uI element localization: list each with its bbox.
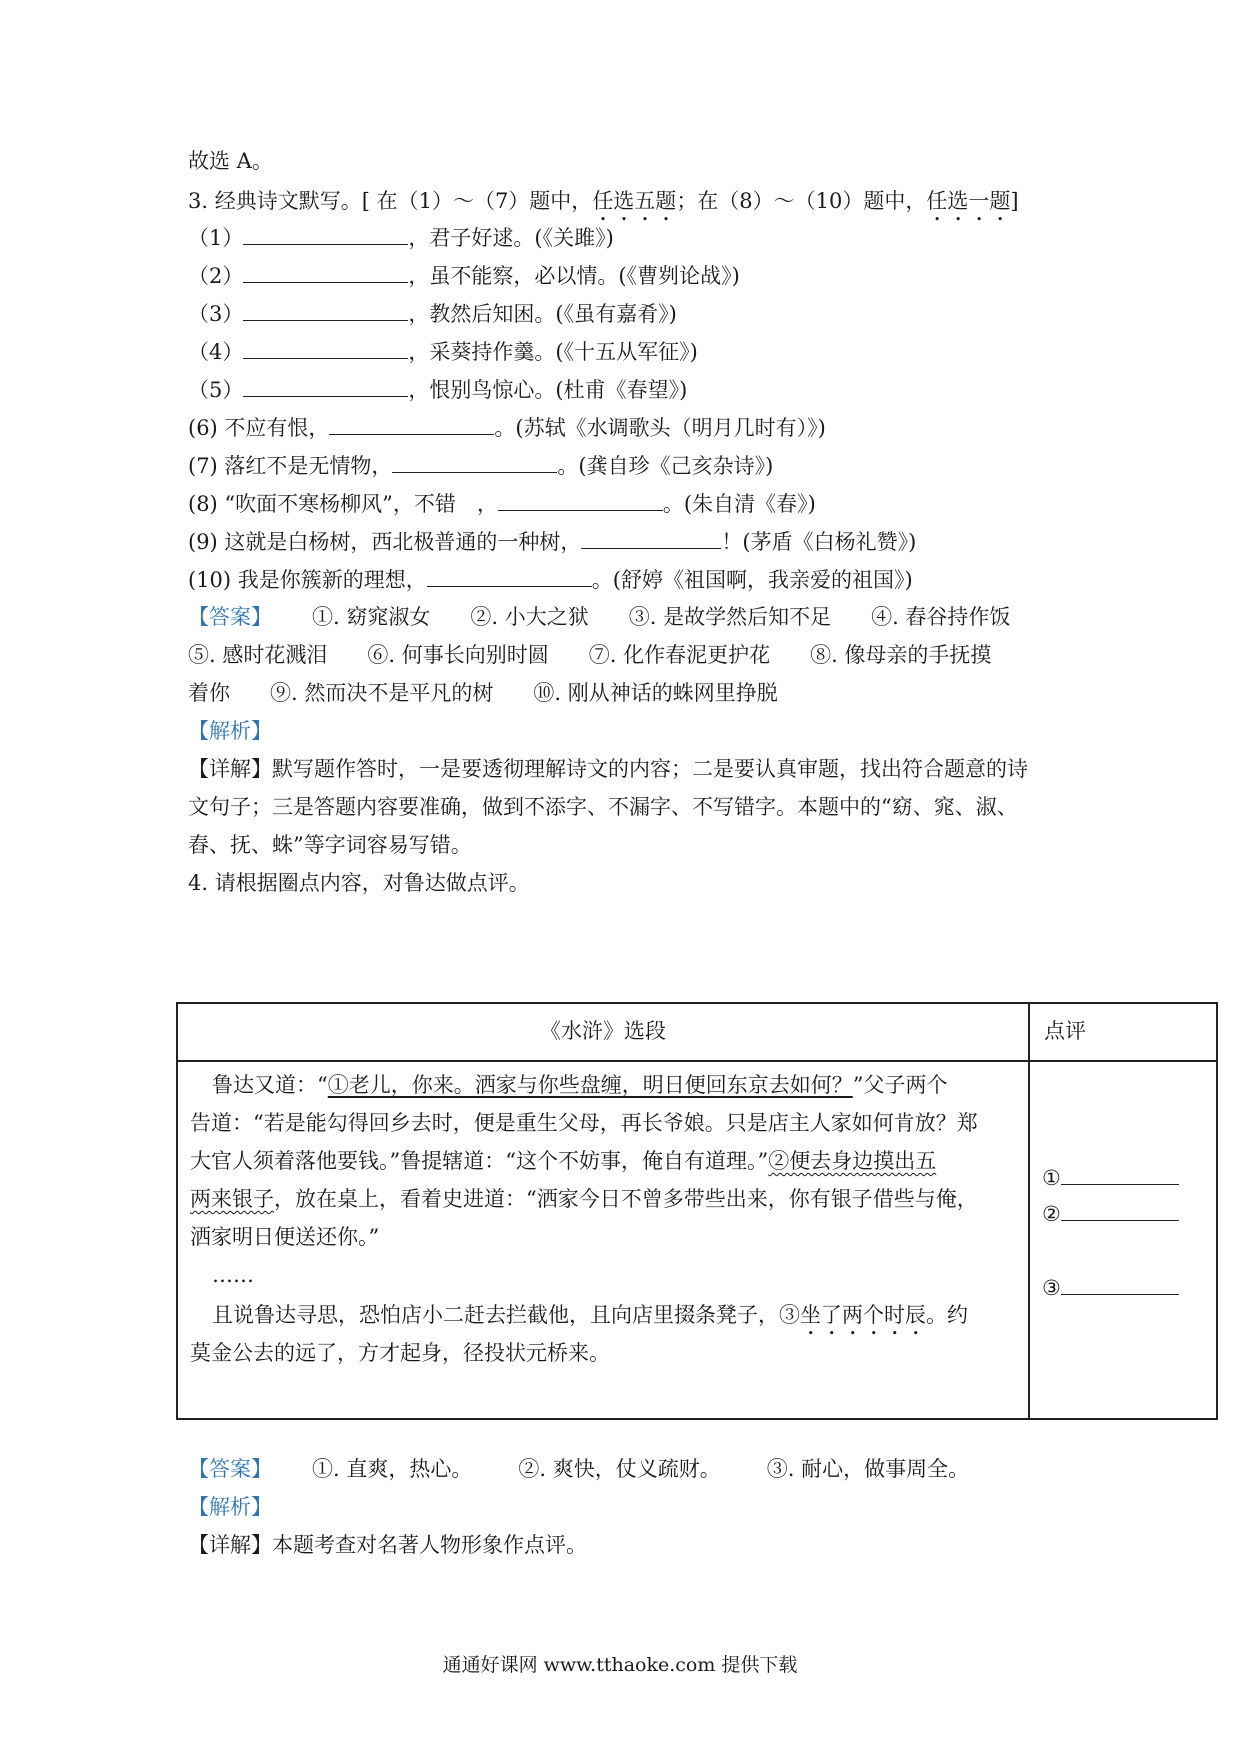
q3-stem-emph-1: 任选五题 [592, 189, 677, 213]
passage-line: 莫金公去的远了，方才起身，径投状元桥来。 [190, 1341, 610, 1365]
item-prefix: （2） [188, 264, 244, 288]
q3-item-3 [188, 298, 677, 329]
fill-blank-2[interactable] [243, 260, 408, 283]
comment-blank-3[interactable] [1061, 1276, 1179, 1295]
intro-line: 故选 A。 [188, 149, 273, 173]
q3-item-7 [188, 450, 773, 481]
passage-text: 大官人须着落他要钱。”鲁提辖道：“这个不妨事，俺自有道理。” [190, 1149, 769, 1173]
item-suffix: ，教然后知困。(《虽有嘉肴》) [408, 302, 677, 326]
comment-row-3 [1042, 1276, 1179, 1300]
answer-item: ③. 耐心，做事周全。 [766, 1457, 970, 1481]
q3-answer-line-2 [188, 640, 991, 670]
item-suffix: ，恨别鸟惊心。(杜甫《春望》) [408, 378, 688, 402]
item-suffix: 。(龚自珍《己亥杂诗》) [557, 454, 774, 478]
item-prefix: (7) 落红不是无情物， [188, 454, 393, 478]
q3-stem [188, 186, 1019, 226]
q4-answer-line [188, 1454, 969, 1484]
comment-mark: ③ [1042, 1276, 1061, 1300]
item-suffix: ，君子好逑。(《关雎》) [408, 226, 614, 250]
q3-stem-a: 3. 经典诗文默写。[ 在（1）～（7）题中， [188, 189, 593, 213]
item-prefix: （4） [188, 340, 244, 364]
fill-blank-9[interactable] [581, 526, 721, 549]
passage-text: 鲁达又道：“ [212, 1073, 328, 1097]
passage-line [190, 1184, 978, 1214]
q3-stem-emph-2: 任选一题 [926, 189, 1011, 213]
answer-item: ⑨. 然而决不是平凡的树 [270, 681, 494, 705]
answer-item: ①. 直爽，热心。 [312, 1457, 473, 1481]
item-prefix: (9) 这就是白杨树，西北极普通的一种树， [188, 530, 582, 554]
q4-analysis-tag: 【解析】 [188, 1495, 272, 1519]
fill-blank-5[interactable] [243, 374, 408, 397]
comment-blank-1[interactable] [1061, 1166, 1179, 1185]
item-prefix: (6) 不应有恨， [188, 416, 330, 440]
q3-stem-b: ；在（8）～（10）题中， [676, 189, 927, 213]
comment-row-1 [1042, 1166, 1179, 1190]
fill-blank-3[interactable] [243, 298, 408, 321]
answer-continuation: 着你 [188, 681, 230, 705]
q3-answer-line-1 [188, 602, 1010, 632]
q3-item-6 [188, 412, 826, 443]
item-suffix: 。(舒婷《祖国啊，我亲爱的祖国》) [591, 568, 913, 592]
wavy-marked-2b: 两来银子 [190, 1187, 274, 1211]
fill-blank-6[interactable] [329, 412, 494, 435]
answer-tag: 【答案】 [188, 1457, 272, 1481]
passage-text: ，放在桌上，看着史进道：“洒家今日不曾多带些出来，你有银子借些与俺， [274, 1187, 978, 1211]
q3-stem-c: ] [1010, 189, 1019, 213]
q3-detail-3: 舂、抚、蛛”等字词容易写错。 [188, 833, 472, 857]
passage-text: 。约 [926, 1303, 968, 1327]
fill-blank-4[interactable] [243, 336, 408, 359]
table-head-comment: 点评 [1029, 1003, 1217, 1061]
q3-answer-line-3 [188, 678, 778, 708]
fill-blank-8[interactable] [498, 488, 663, 511]
passage-line: 洒家明日便送还你。” [190, 1225, 380, 1249]
q3-analysis-tag: 【解析】 [188, 719, 272, 743]
answer-item: ④. 舂谷持作饭 [871, 605, 1011, 629]
q3-item-2 [188, 260, 740, 291]
item-suffix: 。(朱自清《春》) [662, 492, 816, 516]
answer-item: ①. 窈窕淑女 [312, 605, 431, 629]
q3-item-8 [188, 488, 816, 519]
answer-item: ⑧. 像母亲的手抚摸 [810, 643, 992, 667]
answer-item: ②. 小大之狱 [470, 605, 589, 629]
q3-item-9 [188, 526, 916, 557]
passage-line [212, 1300, 968, 1340]
fill-blank-10[interactable] [427, 564, 592, 587]
answer-item: ⑥. 何事长向别时圆 [367, 643, 549, 667]
comment-mark: ② [1042, 1202, 1061, 1226]
wavy-marked-2a: ②便去身边摸出五 [768, 1149, 937, 1173]
q3-item-10 [188, 564, 913, 595]
passage-line [190, 1146, 936, 1176]
answer-item: ②. 爽快，仗义疏财。 [518, 1457, 721, 1481]
answer-item: ⑩. 刚从神话的蛛网里挣脱 [533, 681, 778, 705]
item-prefix: (8) “吹面不寒杨柳风”，不错 ， [188, 492, 498, 516]
item-suffix: ！(茅盾《白杨礼赞》) [721, 530, 917, 554]
passage-text: 且说鲁达寻思，恐怕店小二赶去拦截他，且向店里掇条凳子，③ [212, 1303, 800, 1327]
passage-line [212, 1070, 948, 1100]
passage-text: ”父子两个 [852, 1073, 948, 1097]
item-prefix: （3） [188, 302, 244, 326]
answer-item: ③. 是故学然后知不足 [628, 605, 832, 629]
q3-detail-1: 【详解】默写题作答时，一是要透彻理解诗文的内容；二是要认真审题，找出符合题意的诗 [188, 757, 1028, 781]
dotted-marked-3: 坐了两个时辰 [800, 1303, 926, 1327]
comment-cell [1029, 1061, 1217, 1419]
item-prefix: (10) 我是你簇新的理想， [188, 568, 427, 592]
q3-item-5 [188, 374, 687, 405]
passage-ellipsis: …… [212, 1263, 254, 1287]
item-suffix: ，采葵持作羹。(《十五从军征》) [408, 340, 698, 364]
comment-row-2 [1042, 1202, 1179, 1226]
fill-blank-7[interactable] [392, 450, 557, 473]
q3-detail-2: 文句子；三是答题内容要准确，做到不添字、不漏字、不写错字。本题中的“窈、窕、淑、 [188, 795, 1018, 819]
table-head-passage: 《水浒》选段 [177, 1003, 1029, 1061]
q3-item-1 [188, 222, 614, 253]
q4-detail: 【详解】本题考查对名著人物形象作点评。 [188, 1533, 587, 1557]
q3-item-4 [188, 336, 698, 367]
passage-line: 告道：“若是能勾得回乡去时，便是重生父母，再长爷娘。只是店主人家如何肯放？郑 [190, 1111, 978, 1135]
fill-blank-1[interactable] [243, 222, 408, 245]
answer-tag: 【答案】 [188, 605, 272, 629]
underlined-quote-1: ①老儿，你来。洒家与你些盘缠，明日便回东京去如何？ [327, 1073, 853, 1097]
item-prefix: （5） [188, 378, 244, 402]
item-suffix: ，虽不能察，必以情。(《曹刿论战》) [408, 264, 740, 288]
comment-mark: ① [1042, 1166, 1061, 1190]
answer-item: ⑦. 化作春泥更护花 [588, 643, 771, 667]
excerpt-table [176, 1002, 1218, 1420]
item-suffix: 。(苏轼《水调歌头（明月几时有）》) [494, 416, 826, 440]
page-footer: 通通好课网 www.tthaoke.com 提供下载 [442, 1654, 798, 1676]
passage-cell [177, 1061, 1029, 1419]
q4-stem: 4. 请根据圈点内容，对鲁达做点评。 [188, 871, 530, 895]
item-prefix: （1） [188, 226, 244, 250]
answer-item: ⑤. 感时花溅泪 [188, 643, 328, 667]
comment-blank-2[interactable] [1061, 1202, 1179, 1221]
